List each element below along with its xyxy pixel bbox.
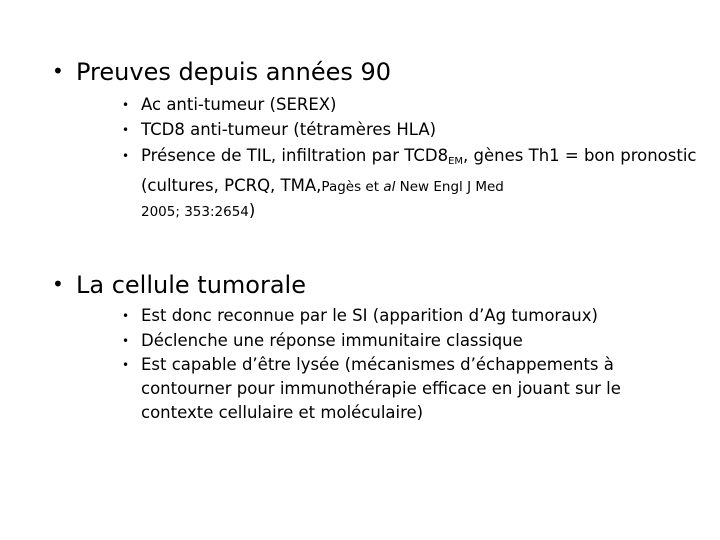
bullet: • (122, 358, 130, 372)
bullet: • (122, 309, 130, 323)
bullet: • (52, 272, 64, 296)
list-item-text: Déclenche une réponse immunitaire classique (141, 331, 523, 350)
reference-authors: Pagès et al (321, 179, 396, 195)
list-item (122, 329, 692, 353)
list-item (122, 304, 692, 328)
closing-paren: ) (248, 201, 256, 220)
list-item (122, 353, 687, 425)
bullet: • (52, 59, 64, 83)
list-item-text (141, 144, 697, 224)
list-item (122, 118, 692, 142)
bullet: • (122, 98, 130, 112)
list-item-text: Est donc reconnue par le SI (apparition d’Ag tumoraux) (141, 306, 598, 325)
list-item-text: Ac anti-tumeur (SEREX) (141, 95, 337, 114)
heading-text: La cellule tumorale (76, 271, 306, 299)
list-item (122, 93, 692, 117)
list-item-text: TCD8 anti-tumeur (tétramères HLA) (141, 120, 437, 139)
th1-text: , gènes Th1 = bon pronostic (cultures, PCRQ, TMA, (141, 146, 697, 195)
heading-text: Preuves depuis années 90 (76, 58, 392, 86)
list-item-text: Est capable d’être lysée (mécanismes d’échappements à contourner pour immunothérapie efficace en jouant sur le contexte cellulaire et moléculaire) (141, 355, 621, 422)
list-item (122, 144, 697, 224)
bullet: • (122, 334, 130, 348)
bullet: • (122, 149, 130, 163)
bullet: • (122, 123, 130, 137)
til-text: Présence de TIL, infiltration par TCD8 (141, 146, 449, 165)
reference-journal: New Engl J Med (395, 179, 504, 195)
reference-volume: 2005; 353:2654 (141, 204, 249, 220)
em-subscript: EM (448, 156, 464, 167)
